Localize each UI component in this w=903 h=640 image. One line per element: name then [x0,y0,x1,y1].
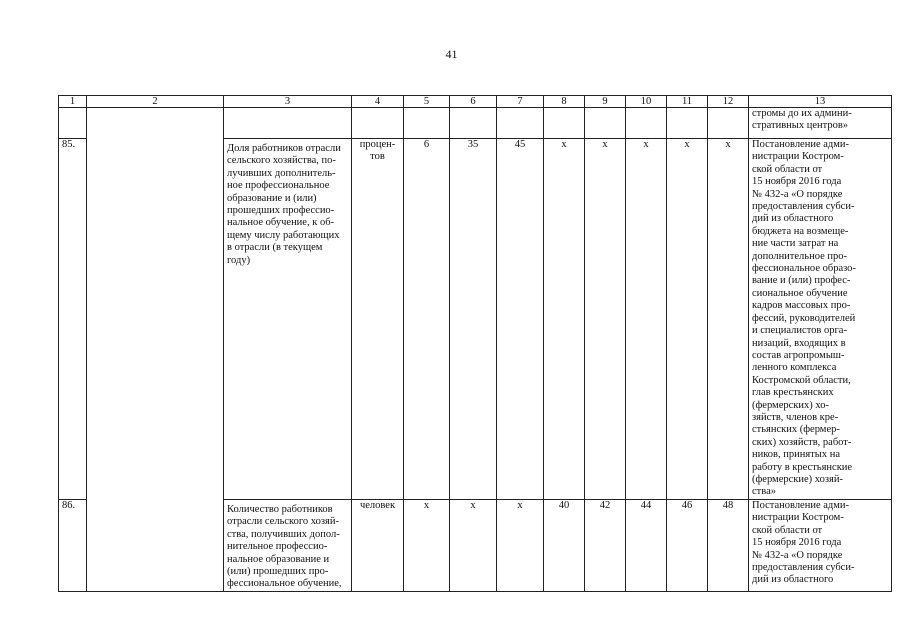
value-col11: 46 [667,500,708,592]
cont-cell-10 [626,108,667,139]
value-col11: х [667,139,708,500]
header-cell-13: 13 [749,96,892,108]
header-cell-7: 7 [497,96,544,108]
indicator-name: Количество работников отрасли сельского хозяй- ства, получивших допол- нительное профессио- нальное образование и (или) прошедших про- фессиональное обучение, [224,500,352,592]
continuation-row [59,108,892,139]
header-cell-10: 10 [626,96,667,108]
value-col6: 35 [450,139,497,500]
page-number: 41 [445,47,458,61]
header-row [59,96,892,108]
value-col8: 40 [544,500,585,592]
cont-cell-9 [585,108,626,139]
value-col12: х [708,139,749,500]
value-col9: 42 [585,500,626,592]
unit-cell: человек [352,500,404,592]
header-cell-6: 6 [450,96,497,108]
cont-cell-4 [352,108,404,139]
cont-cell-11 [667,108,708,139]
value-col5: 6 [404,139,450,500]
cont-cell-8 [544,108,585,139]
header-cell-9: 9 [585,96,626,108]
value-col10: 44 [626,500,667,592]
value-col7: х [497,500,544,592]
row-number: 85. [59,139,87,500]
value-col7: 45 [497,139,544,500]
cont-cell-7 [497,108,544,139]
value-col10: х [626,139,667,500]
header-cell-12: 12 [708,96,749,108]
indicators-table [58,95,892,592]
value-col9: х [585,139,626,500]
basis-cell: Постановление адми- нистрации Костром- ской области от 15 ноября 2016 года № 432-а «О порядке предоставления субси- дий из областного [749,500,892,592]
header-cell-5: 5 [404,96,450,108]
program-cell [87,108,224,592]
unit-cell: процен- тов [352,139,404,500]
cont-cell-1 [59,108,87,139]
indicator-name: Доля работников отрасли сельского хозяйства, по- лучивших дополнитель- ное профессиональное образование и (или) прошедших профессио- нальное обучение, к об- щему числу работающих в отрасли (в текущем году) [224,139,352,500]
basis-cell: Постановление адми- нистрации Костром- ской области от 15 ноября 2016 года № 432-а «О порядке предоставления субси- дий из областного бюджета на возмеще- ние части затрат на дополнительное про- фессиональное образо- вание и (или) профес- сиональное обучение кадров массовых про- фессий, руководителей и специалистов орга- низаций, входящих в состав агропромыш- ленного комплекса Костромской области, глав крестьянских (фермерских) хо- зяйств, членов кре- стьянских (фермер- ских) хозяйств, работ- ников, принятых на работу в крестьянские (фермерские) хозяй- ства» [749,139,892,500]
header-cell-11: 11 [667,96,708,108]
cont-cell-12 [708,108,749,139]
value-col8: х [544,139,585,500]
cont-cell-3 [224,108,352,139]
header-cell-8: 8 [544,96,585,108]
value-col6: х [450,500,497,592]
cont-basis-cell: стромы до их админи- стративных центров» [749,108,892,139]
value-col5: х [404,500,450,592]
cont-cell-6 [450,108,497,139]
header-cell-3: 3 [224,96,352,108]
header-cell-2: 2 [87,96,224,108]
cont-cell-5 [404,108,450,139]
header-cell-4: 4 [352,96,404,108]
row-number: 86. [59,500,87,592]
value-col12: 48 [708,500,749,592]
header-cell-1: 1 [59,96,87,108]
